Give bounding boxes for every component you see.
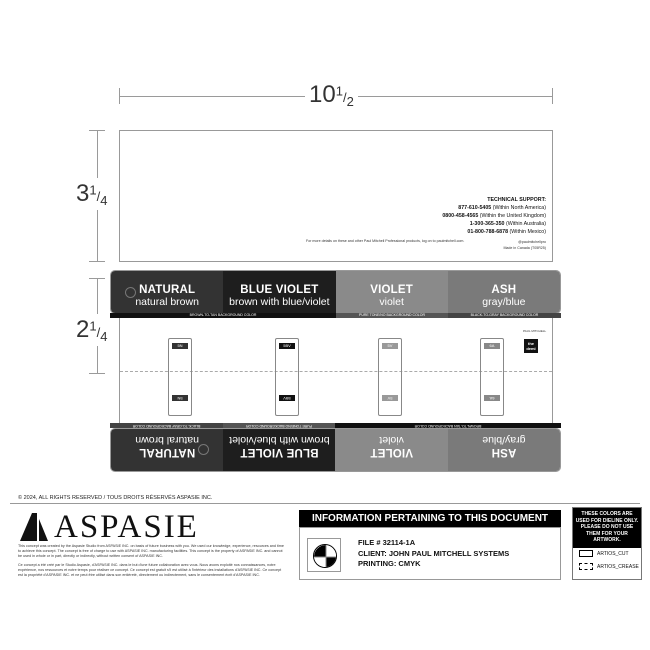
social-handle: @paulmitchellpro (518, 240, 546, 244)
tube-violet: 5V 5V (378, 338, 402, 416)
strip-label: BROWN-TO-TAN BACKGROUND COLOR (335, 423, 561, 428)
client-name: CLIENT: JOHN PAUL MITCHELL SYSTEMS (358, 548, 510, 558)
shade-violet: VIOLET violet (336, 429, 448, 471)
width-dimension-label: $10^1/_2$ (305, 81, 358, 109)
brand-name: ASPASIE (54, 508, 199, 545)
registration-target (307, 538, 341, 572)
support-line: 01-800-788-6878 (Within Mexico) (467, 229, 546, 235)
top-panel (119, 130, 553, 262)
hang-hole (125, 287, 136, 298)
tube-blue-violet: 5BV 5BV (275, 338, 299, 416)
legend-crease: ARTIOS_CREASE (579, 563, 639, 570)
shade-blue-violet: BLUE VIOLET brown with blue/violet (223, 271, 335, 313)
printing-mode: PRINTING: CMYK (358, 559, 421, 568)
support-title: TECHNICAL SUPPORT: (487, 197, 546, 203)
dieline-legend (572, 507, 642, 580)
support-line: 877-610-5405 (Within North America) (458, 205, 546, 211)
shade-band-top (110, 270, 561, 314)
demi-logo: the demi (524, 339, 538, 353)
strip-label: BROWN-TO-TAN BACKGROUND COLOR (110, 313, 336, 318)
top-height-label: $3^1/_4$ (76, 180, 108, 209)
legal-french: Ce concept a été créé par le Studio Aspasie, d'ASPASIE INC. dans le but d'une future collaboration avec vous. Nous avons exploité nos connaissances, notre expérience, nos ressources et notre temps pour réaliser ce concept. Ce concept est gratuit s'il est utilisé à l'intérieur des installations d'ASPASIE INC. Ce concept est la propriété d'ASPASIE INC. et ne peut être utilisé dans son entièreté, directement ou indirectement, sans le consentement écrit d'ASPASIE INC. (18, 563, 282, 577)
tube-ash: 6A 6A (480, 338, 504, 416)
tube-section (119, 318, 553, 423)
bottom-height-label: $2^1/_4$ (76, 316, 108, 345)
document-meta (358, 538, 509, 570)
crease-swatch (579, 563, 593, 570)
support-line: 1-300-365-350 (Within Australia) (469, 221, 546, 227)
info-box (299, 527, 561, 580)
shade-band-bottom (110, 428, 561, 472)
legend-cut: ARTIOS_CUT (579, 550, 629, 557)
file-number: FILE # 32114-1A (358, 538, 416, 547)
support-line: 0800-458-4565 (Within the United Kingdom) (442, 213, 546, 219)
info-title: INFORMATION PERTAINING TO THIS DOCUMENT (299, 510, 561, 527)
aspasie-logo (20, 508, 199, 545)
strip-label: BLACK-TO-GRAY BACKGROUND COLOR (448, 313, 561, 318)
shade-ash: ASH gray/blue (448, 271, 560, 313)
tube-natural: 5N 5N (168, 338, 192, 416)
shade-ash: ASH gray/blue (448, 429, 560, 471)
aspasie-logo-icon (20, 513, 48, 541)
shade-blue-violet: BLUE VIOLET brown with blue/violet (223, 429, 335, 471)
details-text: For more details on these and other Paul Mitchell Professional products, log on to paulmitchell.com. (306, 239, 465, 243)
legal-english: This concept was created by the Aspasie Studio from ASPASIE INC. on basis of future business with you. We used our knowledge, experience, resources and time to achieve this concept. The concept is free of charge to use with ASPASIE INC. manufacturing facilities. This concept is the property of ASPASIE INC. and cannot be used in whole or in part, directly or indirectly, without written consent of ASPASIE INC. (18, 544, 284, 558)
strip-label: PURE TONE/NO BACKGROUND COLOR (223, 423, 335, 428)
technical-support (442, 196, 546, 236)
strip-label: BLACK-TO-GRAY BACKGROUND COLOR (110, 423, 223, 428)
cut-swatch (579, 550, 593, 557)
footer (10, 503, 640, 608)
shade-natural: NATURAL natural brown (111, 271, 223, 313)
dieline-note: THESE COLORS ARE USED FOR DIELINE ONLY. PLEASE DO NOT USE THEM FOR YOUR ARTWORK. (573, 508, 641, 548)
strip-label: PURE TONE/NO BACKGROUND COLOR (336, 313, 448, 318)
cmyk-target-icon (313, 544, 337, 568)
copyright: © 2024, ALL RIGHTS RESERVED / TOUS DROITS RÉSERVÉS ASPASIE INC. (18, 495, 213, 501)
shade-violet: VIOLET violet (336, 271, 448, 313)
social-madein (503, 239, 546, 251)
demi-brand: PAUL MITCHELL (523, 329, 547, 333)
made-in: Made in Canada (T05R25) (503, 246, 546, 250)
shade-natural: NATURAL natural brown (111, 429, 223, 471)
